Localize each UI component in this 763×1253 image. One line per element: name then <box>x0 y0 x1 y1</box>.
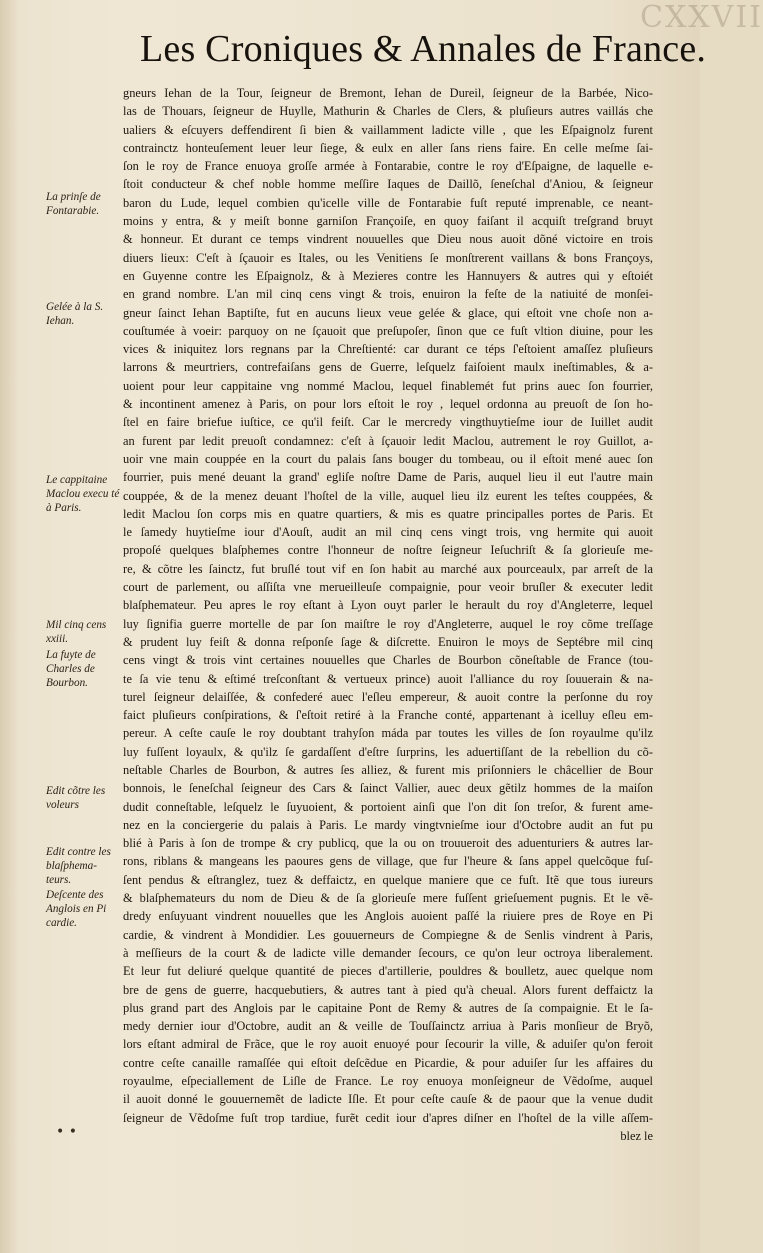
body-line: plus grand part des Anglois par le capitaine Pont de Remy & autres de ſa compaignie. Et le ſa- <box>123 1000 653 1015</box>
body-line: uoient pour leur cappitaine vng nommé Maclou, lequel finablemét fut prins auec ſon fourrier, <box>123 378 653 393</box>
body-line: cens vingt & trois vint certaines nouuelles que Charles de Bourbon cõneſtable de France (tou- <box>123 653 653 668</box>
margin-note: Edit contre les blaſphema-teurs. <box>46 846 111 886</box>
body-line: gneur ſainct Iehan Baptiſte, fut en aucuns lieux veue gelée & glace, qui eſtoit vne choſe non a- <box>123 305 653 320</box>
margin-note: La prinſe de Fontarabie. <box>46 191 101 217</box>
margin-note: Deſcente des Anglois en Pi cardie. <box>46 889 107 929</box>
body-line: ſtel en faire briefue iuſtice, ce qu'il feiſt. Car le mercredy vingthuytieſme iour de Iuillet audit <box>123 415 653 430</box>
body-line: couppée, & de la menez deuant l'hoſtel de la ville, auquel lieu ilz eurent les teſtes couppées, & <box>123 488 653 503</box>
body-line: & incontinent amenez à Paris, on pour lors eſtoit le roy , lequel ordonna au preuoſt de ſon ho- <box>123 397 653 412</box>
body-line: & prudent luy feiſt & donna reſponſe ſage & diſcrette. Enuiron le moys de Septébre mil cinq <box>123 634 653 649</box>
body-line: il auoit donné le gouuernemẽt de ladicte Iſle. Et pour ceſte cauſe & de paour que la venue dudit <box>123 1092 653 1107</box>
body-line: uoir vne main couppée en la court du palais ſans bouger du tombeau, ou il eſtoit mené auec ſon <box>123 451 653 466</box>
body-line: fourrier, puis mené deuant la grand' egliſe noſtre Dame de Paris, auquel lieu il eut l'autre main <box>123 470 653 485</box>
body-line: blaſphemateur. Peu apres le roy eſtant à Lyon ouyt parler le herault du roy d'Angleterre, lequel <box>123 598 653 613</box>
body-line: re, & cõtre les ſainctz, fut bruſlé tout vif en ſon habit au marché aux pourceaulx, par arreſt de la <box>123 561 653 576</box>
body-line: ſtoit conducteur & chef noble homme meſſire Iaques de Daillõ, ſeneſchal d'Aniou, & ſeigneur <box>123 177 653 192</box>
body-line: Et leur fut deliuré quelque quantité de pieces d'artillerie, pouldres & boulletz, auec quelque nom <box>123 964 653 979</box>
body-line: & honneur. Et durant ce temps vindrent nouuelles que Dieu nous auoit dõné victoire en trois <box>123 232 653 247</box>
body-line: nez en la conciergerie du palais à Paris. Le mardy vingtvnieſme iour d'Octobre audit an fut pu <box>123 817 653 832</box>
footer-ornament: • • <box>56 1124 77 1140</box>
body-line: turel ſeigneur delaiſſée, & confederé auec l'eſleu empereur, & auoit contre la perſonne du roy <box>123 689 653 704</box>
body-line: le ſamedy huytieſme iour d'Aouſt, audit an mil cinq cens vingt trois, vng hermite qui auoit <box>123 525 653 540</box>
body-line: à meſſieurs de la court & de ladicte ville demander ſecours, ce qu'on leur octroya liberalement. <box>123 945 653 960</box>
margin-note: Le cappitaine Maclou execu té à Paris. <box>46 474 120 514</box>
body-text <box>123 84 653 1145</box>
margin-note: Gelée à la S. Iehan. <box>46 301 104 327</box>
body-line: bre de gens de guerre, hacquebutiers, & autres tant à pied qu'à cheual. Alors furent deffaictz la <box>123 982 653 997</box>
page-title: Les Croniques & Annales de France. <box>140 28 707 70</box>
body-line: neſtable Charles de Bourbon, & autres ſes alliez, & furent mis priſonniers le châcellier de Bour <box>123 762 653 777</box>
margin-note: Mil cinq cens xxiii. <box>46 619 107 645</box>
body-line: en grand nombre. L'an mil cinq cens vingt & trois, enuiron la feſte de la natiuité de monſei- <box>123 287 653 302</box>
body-line: ſon le roy de France enuoya groſſe armée à Fontarabie, contre le roy d'Eſpaigne, de laquelle e- <box>123 159 653 174</box>
body-line: blié à Paris à ſon de trompe & cry publicq, que la ou on trouueroit des aduenturiers & autres lar- <box>123 836 653 851</box>
body-line: contrainctz honteuſement leuer leur ſiege, & eulx en aller ſans riens faire. En celle meſme ſai- <box>123 140 653 155</box>
margin-note: La fuyte de Charles de Bourbon. <box>46 649 96 689</box>
body-line: lors eſtant admiral de Frãce, que le roy auoit enuoyé pour ſecourir la ville, & aduiſer qu'on feroit <box>123 1037 653 1052</box>
body-line: cardie, & vindrent à Mondidier. Les gouuerneurs de Compiegne & de Senlis vindrent à Paris, <box>123 927 653 942</box>
body-line: pereur. A ceſte cauſe le roy doubtant trahyſon máda par toutes les villes de ſon royaulme qu'ilz <box>123 726 653 741</box>
body-line: larrons & meurtriers, contrefaiſans gens de Guerre, leſquelz faiſoient maulx ineſtimables, & a- <box>123 360 653 375</box>
body-line: & blaſphemateurs du nom de Dieu & de ſa glorieuſe mere fuſſent grieſuement pugnis. Et le vẽ- <box>123 891 653 906</box>
body-line: court de parlement, ou aſſiſta vne merueilleuſe compaignie, pour veoir bruſler & executer ledit <box>123 580 653 595</box>
body-line: dudit conneſtable, leſquelz le ſuyuoient, & portoient ainſi que l'on dit ſon treſor, & furent ame- <box>123 799 653 814</box>
body-line: blez le <box>620 1128 653 1143</box>
body-line: vices & iniquitez lors regnans par la Chreſtienté: car durant ce téps ſ'eſtoient amaſſez pluſieurs <box>123 342 653 357</box>
body-line: diuers lieux: C'eſt à ſçauoir es Itales, ou les Venitiens ſe monſtrerent vaillans & bons Françoys, <box>123 250 653 265</box>
bleed-through-text: CXXVII <box>640 0 763 35</box>
body-line: luy fuſſent loyaulx, & qu'ilz ſe gardaſſent d'eſtre ſurprins, les aduertiſſant de la rebellion du cõ- <box>123 744 653 759</box>
margin-note: Edit cõtre les voleurs <box>46 785 106 811</box>
body-line: las de Thouars, ſeigneur de Huylle, Mathurin & Charles de Clers, & pluſieurs autres vaillás che <box>123 104 653 119</box>
body-line: medy dernier iour d'Octobre, audit an & veille de Touſſainctz arriua à Paris monſieur de Bryõ, <box>123 1019 653 1034</box>
body-line: moins y entra, & y meiſt bonne garniſon Françoiſe, en quoy faiſant il acquiſt treſgrand bruyt <box>123 214 653 229</box>
body-line: royaulme, eſpeciallement de Liſle de France. Le roy enuoya monſeigneur de Vẽdoſme, auquel <box>123 1074 653 1089</box>
body-line: an furent par ledit preuoſt condamnez: c'eſt à ſçauoir ledit Maclou, autrement le roy Guillot, a- <box>123 433 653 448</box>
body-line: ſent pendus & eſtranglez, tuez & deffaictz, en quelque maniere que ce fuſt. Itẽ que tous iureurs <box>123 872 653 887</box>
body-line: en Guyenne contre les Eſpaignolz, & à Mezieres contre les Hannuyers & autres qui y eſtoiét <box>123 268 653 283</box>
body-line: rons, riblans & mangeans les paoures gens de village, que fur l'heure & ſans appel quelcõque fuſ- <box>123 854 653 869</box>
body-line: ualiers & eſcuyers deffendirent ſi bien & vaillamment ladicte ville , que les Eſpaignolz furent <box>123 122 653 137</box>
body-line: ſeigneur de Vẽdoſme fuſt trop tardiue, furẽt cedit iour d'apres diſner en l'hoſtel de la ville aſſem- <box>123 1110 653 1125</box>
body-line: faict pluſieurs conſpirations, & ſ'eſtoit retiré à la Franche conté, appartenant à icelluy eſleu em- <box>123 708 653 723</box>
body-line: couſtumée à voeir: parquoy on ne ſçauoit que preſupoſer, ſinon que ce fuſt vltion diuine, pour les <box>123 323 653 338</box>
body-line: baron du Lude, lequel combien qu'icelle ville de Fontarabie fuſt reputé imprenable, ce neant- <box>123 195 653 210</box>
body-line: te ſa vie tenu & eſtimé treſconſtant & vertueux prince) auoit l'alliance du roy ſouuerain & na- <box>123 671 653 686</box>
body-line: ledit Maclou ſon corps mis en quatre quartiers, & mis es quatre principalles portes de Paris. Et <box>123 506 653 521</box>
body-line: propoſé quelques blaſphemes contre l'honneur de noſtre ſeigneur Ieſuchriſt & ſa glorieuſe me- <box>123 543 653 558</box>
body-line: luy ſignifia guerre mortelle de par ſon maiſtre le roy d'Angleterre, auquel le roy cõme treſſage <box>123 616 653 631</box>
body-line: gneurs Iehan de la Tour, ſeigneur de Bremont, Iehan de Dureil, ſeigneur de la Barbée, Nico- <box>123 86 653 100</box>
body-line: dredy enſuyuant vindrent nouuelles que les Anglois auoient paſſé la riuiere pres de Roye en Pi <box>123 909 653 924</box>
body-line: bonnois, le ſeneſchal ſeigneur des Cars & ſainct Vallier, auec deux gẽtilz hommes de la maiſon <box>123 781 653 796</box>
body-line: contre ceſte canaille ramaſſée qui eſtoit deſcẽdue en Picardie, & pour aduiſer ſur les affaires du <box>123 1055 653 1070</box>
